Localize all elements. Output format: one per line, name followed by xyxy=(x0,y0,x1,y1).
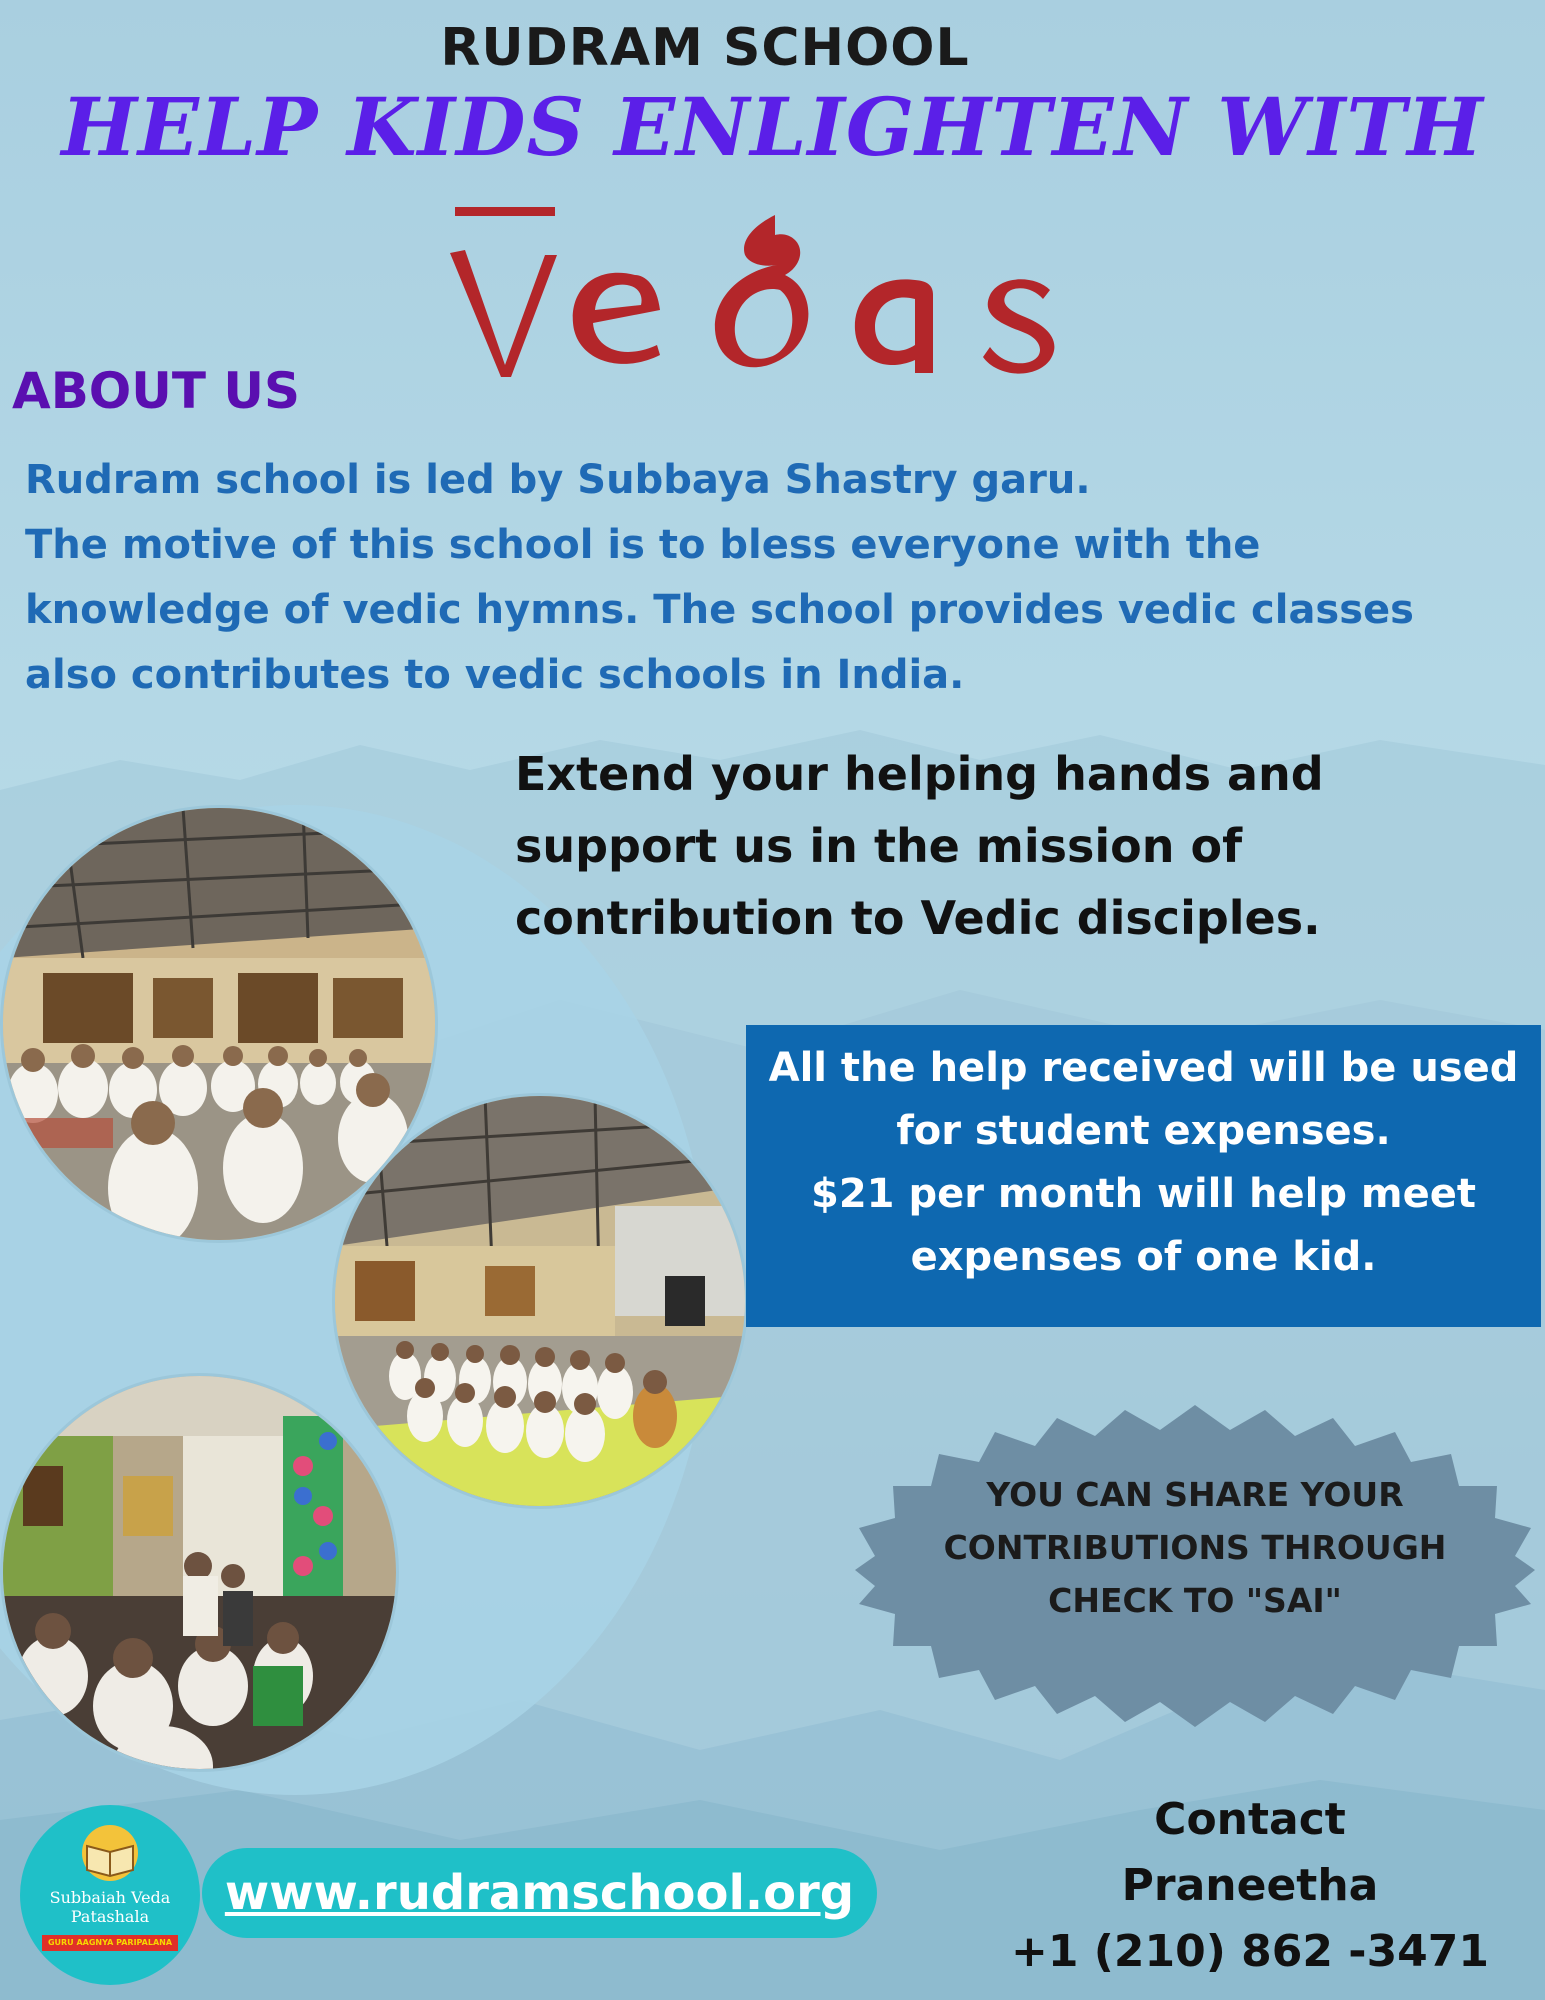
info-line: for student expenses. xyxy=(896,1108,1391,1154)
seal-line: Subbaiah Veda xyxy=(49,1888,171,1907)
open-book-icon xyxy=(75,1822,145,1884)
about-line: also contributes to vedic schools in India. xyxy=(25,652,965,698)
info-line: expenses of one kid. xyxy=(910,1234,1377,1280)
contact-phone[interactable]: +1 (210) 862 -3471 xyxy=(1010,1926,1490,1977)
contact-name: Praneetha xyxy=(1121,1860,1379,1911)
seal-label xyxy=(20,1888,200,1926)
website-link[interactable]: www.rudramschool.org xyxy=(224,1865,855,1921)
seal-ribbon: GURU AAGNYA PARIPALANA xyxy=(42,1935,178,1951)
info-line: $21 per month will help meet xyxy=(811,1171,1476,1217)
info-line: All the help received will be used xyxy=(768,1045,1519,1091)
contact-block xyxy=(1000,1787,1500,1985)
appeal-text xyxy=(515,738,1415,954)
contact-label: Contact xyxy=(1154,1794,1346,1845)
appeal-line: contribution to Vedic disciples. xyxy=(515,891,1321,945)
about-line: knowledge of vedic hymns. The school provides vedic classes xyxy=(25,587,1414,633)
headline: HELP KIDS ENLIGHTEN WITH xyxy=(61,80,1484,174)
badge-line: YOU CAN SHARE YOUR xyxy=(986,1475,1404,1514)
seal-line: Patashala xyxy=(70,1907,150,1926)
children-reading-indoors-photo xyxy=(0,1373,399,1772)
appeal-line: support us in the mission of xyxy=(515,819,1243,873)
school-name: RUDRAM SCHOOL xyxy=(440,18,970,78)
about-line: Rudram school is led by Subbaya Shastry garu. xyxy=(25,457,1091,503)
badge-line: CHECK TO "SAI" xyxy=(1048,1581,1342,1620)
contribution-instructions xyxy=(905,1468,1485,1627)
badge-line: CONTRIBUTIONS THROUGH xyxy=(943,1528,1447,1567)
about-heading: ABOUT US xyxy=(12,362,301,420)
vedas-logo xyxy=(445,195,1075,385)
about-paragraph xyxy=(25,448,1525,708)
expense-info-box xyxy=(746,1025,1541,1327)
children-seated-in-hall-photo xyxy=(332,1093,748,1509)
appeal-line: Extend your helping hands and xyxy=(515,747,1324,801)
about-line: The motive of this school is to bless everyone with the xyxy=(25,522,1261,568)
